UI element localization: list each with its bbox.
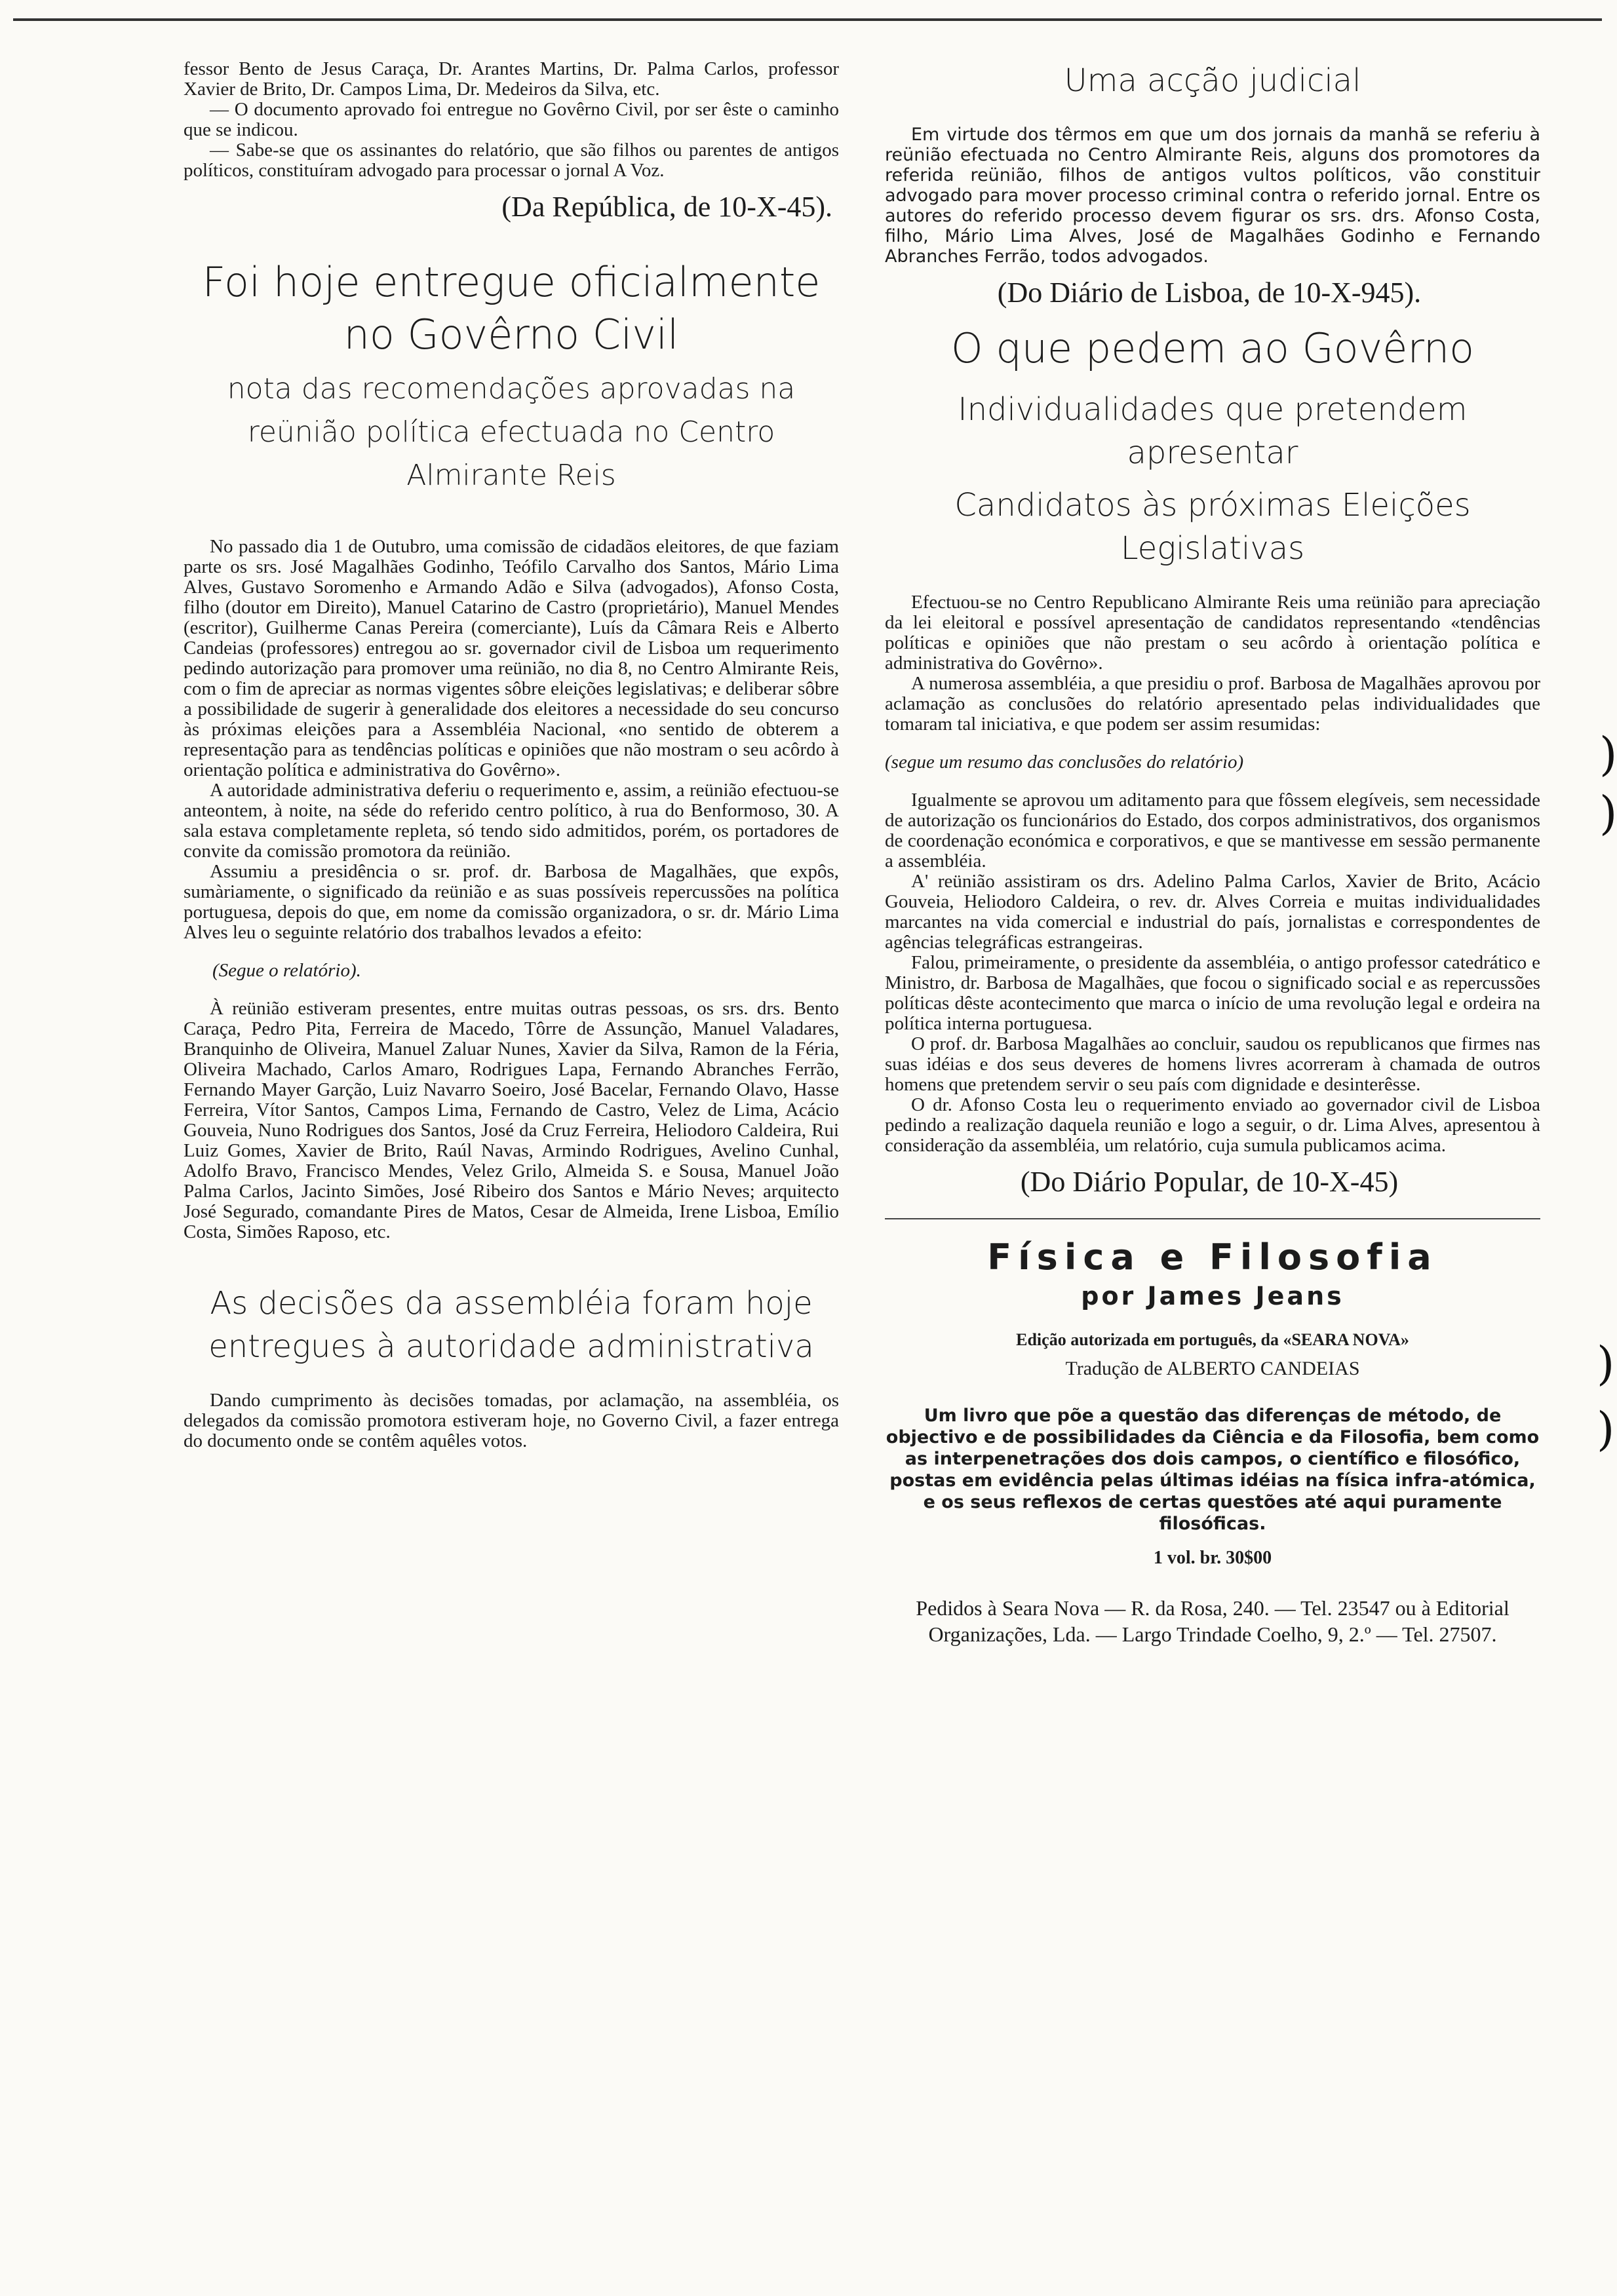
segue-resumo: (segue um resumo das conclusões do relatório) <box>885 752 1244 773</box>
intro-paragraph-1: fessor Bento de Jesus Caraça, Dr. Arantes Martins, Dr. Palma Carlos, professor Xavier de Brito, Dr. Campos Lima, Dr. Medeiros da Silva, etc. <box>184 58 839 100</box>
ad-price: 1 vol. br. 30$00 <box>1153 1548 1272 1568</box>
ad-blurb: Um livro que põe a questão das diferenças de método, de objectivo e de possibilidades da Ciência e da Filosofia, bem como as interpenetrações dos dois campos, o científico e filosófico, postas em evidência pelas últimas idéias na física infra-atómica, e os seus reflexos de certas questões até aqui puramente filosóficas. <box>886 1406 1540 1534</box>
right-column <box>885 59 1540 1647</box>
subhead-candidatos: Candidatos às próximas Eleições Legislativas <box>954 487 1471 567</box>
left-column <box>184 59 839 1451</box>
ad-author: por James Jeans <box>1081 1282 1344 1311</box>
headline-pedem: O que pedem ao Govêrno <box>950 324 1475 372</box>
top-rule <box>13 18 1602 21</box>
book-advertisement <box>885 1236 1540 1647</box>
ad-orders: Pedidos à Seara Nova — R. da Rosa, 240. — Tel. 23547 ou à Editorial Organizações, Lda. — Largo Trindade Coelho, 9, 2.º — Tel. 27507. <box>916 1596 1510 1646</box>
segue-relatorio: (Segue o relatório). <box>212 960 361 981</box>
judicial-paragraph: Em virtude dos têrmos em que um dos jornais da manhã se referiu à reünião efectuada no Centro Almirante Reis, alguns dos promotores da referida reünião, filhos de antigos vultos políticos, vão constituir advogado para mover processo criminal contra o referido jornal. Entre os autores do referido processo devem figurar os srs. drs. Afonso Costa, filho, Mário Lima Alves, José de Magalhães Godinho e Fernando Abranches Ferrão, todos advogados. <box>885 124 1540 267</box>
right-paragraph-5: Falou, primeiramente, o presidente da assembléia, o antigo professor catedrático e Ministro, dr. Barbosa de Magalhães, que focou o significado social e as repercussões políticas dêste acontecimento que marca o início de uma revolução legal e ordeira na política interna portuguesa. <box>885 952 1540 1034</box>
right-paragraph-3: Igualmente se aprovou um aditamento para que fôssem elegíveis, sem necessidade de autorização os funcionários do Estado, dos corpos administrativos, dos organismos de coordenação económica e corporativos, e que se mantivesse em sessão permanente a assembléia. <box>885 790 1540 871</box>
right-paragraph-6: O prof. dr. Barbosa Magalhães ao concluir, saudou os republicanos que firmes nas suas idéias e dos seus deveres de homens livres acorreram à chamada de outros homens que pretendem servir o seu país com dignidade e desinterêsse. <box>885 1033 1540 1095</box>
ad-edition: Edição autorizada em português, da «SEARA NOVA» <box>1016 1330 1409 1349</box>
subhead-nota: nota das recomendações aprovadas na reünião política efectuada no Centro Almirante Reis <box>227 372 796 492</box>
right-paragraph-2: A numerosa assembléia, a que presidiu o prof. Barbosa de Magalhães aprovou por aclamação as conclusões do relatório apresentado pelas individualidades que tomaram tal iniciativa, e que podem ser assim resumidas: <box>885 673 1540 735</box>
headline-accao-judicial: Uma acção judicial <box>1064 62 1361 99</box>
ad-divider <box>885 1218 1540 1219</box>
source-diario-popular: (Do Diário Popular, de 10-X-45) <box>1020 1166 1399 1198</box>
source-diario-lisboa: (Do Diário de Lisboa, de 10-X-945). <box>997 277 1422 309</box>
subhead-individualidades: Individualidades que pretendem apresentar <box>958 391 1468 471</box>
right-paragraph-4: A' reünião assistiram os drs. Adelino Palma Carlos, Xavier de Brito, Acácio Gouveia, Heliodoro Caldeira, o rev. dr. Alves Correia e muitas individualidades marcantes na vida comercial e industrial do país, jornalistas e correspondentes de agências telegráficas estrangeiras. <box>885 871 1540 953</box>
headline-decisoes: As decisões da assembléia foram hoje entregues à autoridade administrativa <box>208 1285 814 1365</box>
right-paragraph-1: Efectuou-se no Centro Republicano Almirante Reis uma reünião para apreciação da lei eleitoral e possível apresentação de candidatos representando «tendências políticas e opiniões que não prestam o seu acôrdo à orientação política e administrativa do Govêrno». <box>885 592 1540 674</box>
right-paragraph-7: O dr. Afonso Costa leu o requerimento enviado ao governador civil de Lisboa pedindo a realização daquela reunião e logo a seguir, o dr. Lima Alves, apresentou à consideração da assembléia, um relatório, cuja sumula publicamos acima. <box>885 1094 1540 1156</box>
margin-clip-mark: ) <box>1597 1337 1615 1390</box>
margin-clip-mark: ) <box>1599 786 1617 840</box>
ad-translation: Tradução de ALBERTO CANDEIAS <box>1065 1358 1360 1379</box>
headline-entregue: Foi hoje entregue oficialmente no Govêrno Civil <box>202 258 821 358</box>
attendees-paragraph: À reünião estiveram presentes, entre muitas outras pessoas, os srs. drs. Bento Caraça, Pedro Pita, Ferreira de Macedo, Tôrre de Assunção, Manuel Valadares, Branquinho de Oliveira, Manuel Zaluar Nunes, Xavier da Silva, Ramon de la Féria, Oliveira Machado, Carlos Amaro, Rodrigues Lapa, Fernando Abranches Ferrão, Fernando Mayer Garção, Luiz Navarro Soeiro, José Bacelar, Fernando Olavo, Hasse Ferreira, Vítor Santos, Campos Lima, Fernando de Castro, Velez de Lima, Acácio Gouveia, Nuno Rodrigues dos Santos, José da Cruz Ferreira, Heliodoro Caldeira, Rui Luiz Gomes, Xavier de Brito, Raúl Navas, Armindo Rodrigues, Avelino Cunhal, Adolfo Bravo, Francisco Mendes, Velez Grilo, Almeida S. e Sousa, Manuel João Palma Carlos, Jacinto Simões, José Ribeiro dos Santos e Mário Neves; arquitecto José Segurado, comandante Pires de Matos, Cesar de Almeida, Irene Lisboa, Emílio Costa, Simões Raposo, etc. <box>184 998 839 1242</box>
final-paragraph: Dando cumprimento às decisões tomadas, por aclamação, na assembléia, os delegados da comissão promotora estiveram hoje, no Governo Civil, a fazer entrega do documento onde se contêm aquêles votos. <box>184 1390 839 1451</box>
intro-paragraph-2: — O documento aprovado foi entregue no Govêrno Civil, por ser êste o caminho que se indicou. <box>184 99 839 140</box>
body-paragraph-3: Assumiu a presidência o sr. prof. dr. Barbosa de Magalhães, que expôs, sumàriamente, o significado da reünião e as suas possíveis repercussões na política portuguesa, depois do que, em nome da comissão organizadora, o sr. dr. Mário Lima Alves leu o seguinte relatório dos trabalhos levados a efeito: <box>184 861 839 943</box>
margin-clip-mark: ) <box>1597 1402 1615 1456</box>
body-paragraph-1: No passado dia 1 de Outubro, uma comissão de cidadãos eleitores, de que faziam parte os srs. José Magalhães Godinho, Teófilo Carvalho dos Santos, Mário Lima Alves, Gustavo Soromenho e Armando Adão e Silva (advogados), Afonso Costa, filho (doutor em Direito), Manuel Catarino de Castro (proprietário), Manuel Mendes (escritor), Guilherme Canas Pereira (comerciante), Luís da Câmara Reis e Alberto Candeias (professores) entregou ao sr. governador civil de Lisboa um requerimento pedindo autorização para promover uma reünião, no dia 8, no Centro Almirante Reis, com o fim de apreciar as normas vigentes sôbre eleições legislativas; e deliberar sôbre a possibilidade de sugerir à generalidade dos eleitores a necessidade do seu concurso às próximas eleições para a Assembléia Nacional, «no sentido de obterem a representação para as tendências políticas e opiniões que não mostram o seu acôrdo à orientação política e administrativa do Govêrno». <box>184 536 839 780</box>
source-republica: (Da República, de 10-X-45). <box>501 191 832 223</box>
ad-title: Física e Filosofia <box>987 1236 1438 1278</box>
body-paragraph-2: A autoridade administrativa deferiu o requerimento e, assim, a reünião efectuou-se anteontem, à noite, na séde do referido centro político, à rua do Benformoso, 30. A sala estava completamente repleta, só tendo sido admitidos, porém, os portadores de convite da comissão promotora da reünião. <box>184 780 839 862</box>
intro-paragraph-3: — Sabe-se que os assinantes do relatório, que são filhos ou parentes de antigos políticos, constituíram advogado para processar o jornal A Voz. <box>184 140 839 181</box>
margin-clip-mark: ) <box>1599 727 1617 781</box>
